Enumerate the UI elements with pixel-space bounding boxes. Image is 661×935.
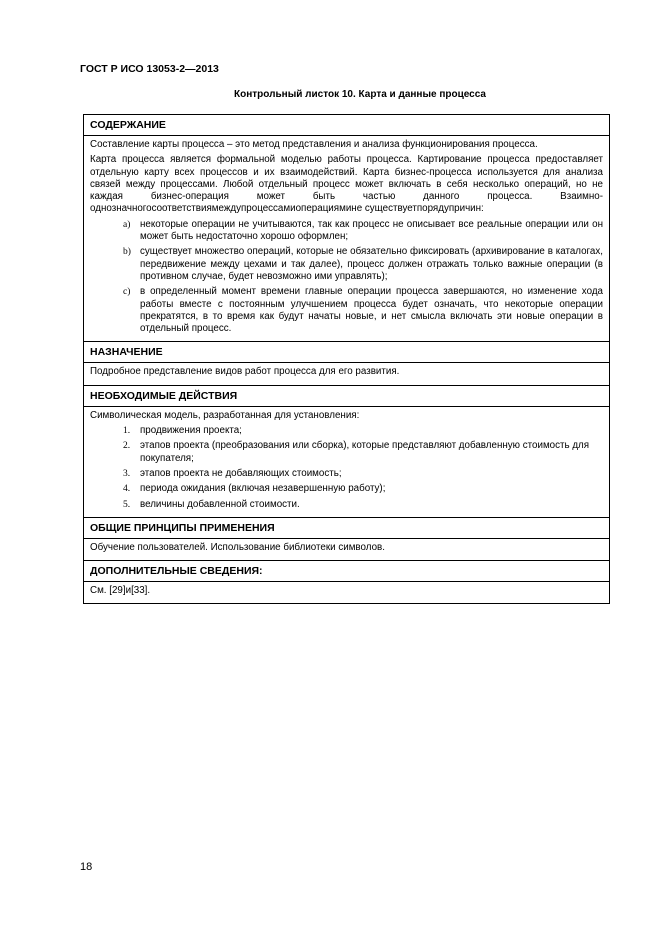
actions-intro: Символическая модель, разработанная для установления: bbox=[90, 409, 360, 421]
section-title-principles: ОБЩИЕ ПРИНЦИПЫ ПРИМЕНЕНИЯ bbox=[84, 518, 609, 539]
list-marker: 5. bbox=[123, 499, 131, 510]
list-item bbox=[90, 246, 603, 283]
content-list bbox=[90, 219, 603, 336]
list-item bbox=[90, 483, 603, 495]
extra-text: См. [29]и[33]. bbox=[90, 585, 151, 597]
section-body-principles bbox=[84, 539, 609, 561]
list-item-text: в определенный момент времени главные операции процесса завершаются, но изменение хода работы вместе с постоянным улучшением процесса будет означать, что некоторые операции прекратятся, в то время как будут начаты новые, и нет смысла включать эти новые операции в отдельный процесс. bbox=[140, 286, 603, 335]
section-body-actions bbox=[84, 407, 609, 518]
list-marker: 4. bbox=[123, 484, 131, 495]
list-item-text: продвижения проекта; bbox=[140, 425, 242, 437]
list-item-text: существует множество операций, которые не обязательно фиксировать (архивирование в каталогах, передвижение между цехами и так далее), процесс должен отражать только важные операции (в противном случае, будет невозможно ими управлять); bbox=[140, 246, 603, 282]
principles-text: Обучение пользователей. Использование библиотеки символов. bbox=[90, 541, 385, 553]
list-marker: a) bbox=[123, 219, 131, 230]
section-title-purpose: НАЗНАЧЕНИЕ bbox=[84, 342, 609, 363]
list-item-text: этапов проекта (преобразования или сборка), которые представляют добавленную стоимость для покупателя; bbox=[140, 440, 590, 464]
list-marker: b) bbox=[123, 247, 131, 258]
section-title-content: СОДЕРЖАНИЕ bbox=[84, 115, 609, 136]
actions-list bbox=[90, 425, 603, 511]
section-body-extra bbox=[84, 582, 609, 603]
document-header: ГОСТ Р ИСО 13053-2—2013 bbox=[80, 63, 219, 75]
section-body-content bbox=[84, 136, 609, 342]
list-item bbox=[90, 440, 603, 465]
list-marker: 2. bbox=[123, 441, 131, 452]
list-item-text: периода ожидания (включая незавершенную работу); bbox=[140, 483, 386, 495]
section-title-actions: НЕОБХОДИМЫЕ ДЕЙСТВИЯ bbox=[84, 386, 609, 407]
list-item bbox=[90, 219, 603, 244]
list-item-text: этапов проекта не добавляющих стоимость; bbox=[140, 467, 342, 479]
list-marker: 1. bbox=[123, 426, 131, 437]
list-item-text: величины добавленной стоимости. bbox=[140, 498, 300, 510]
list-marker: 3. bbox=[123, 468, 131, 479]
content-paragraph-2: Карта процесса является формальной моделью работы процесса. Картирование процесса предоставляет отдельную карту всех процессов и их взаимодействий. Карта бизнес-процесса используется для анализа связей между процессами. Любой отдельный процесс может включать в себя несколько операций, но не каждая бизнес-операция может быть частью данного процесса. Взаимно-однозначногосоответствиямеждупроцессамиоперациямине существуетпорядупричин: bbox=[90, 154, 603, 215]
section-title-extra: ДОПОЛНИТЕЛЬНЫЕ СВЕДЕНИЯ: bbox=[84, 561, 609, 582]
list-item bbox=[90, 425, 603, 437]
checklist-table bbox=[83, 114, 610, 604]
list-item bbox=[90, 499, 603, 511]
checklist-caption: Контрольный листок 10. Карта и данные процесса bbox=[234, 89, 486, 100]
list-item bbox=[90, 286, 603, 335]
content-paragraph-1: Составление карты процесса – это метод представления и анализа функционирования процесса. bbox=[90, 139, 538, 150]
list-item bbox=[90, 468, 603, 480]
list-marker: c) bbox=[123, 287, 131, 298]
purpose-text: Подробное представление видов работ процесса для его развития. bbox=[90, 366, 400, 378]
list-item-text: некоторые операции не учитываются, так как процесс не описывает все реальные операции или он может быть недостаточно хорошо оформлен; bbox=[140, 218, 603, 243]
page-number: 18 bbox=[80, 861, 93, 873]
section-body-purpose bbox=[84, 363, 609, 385]
